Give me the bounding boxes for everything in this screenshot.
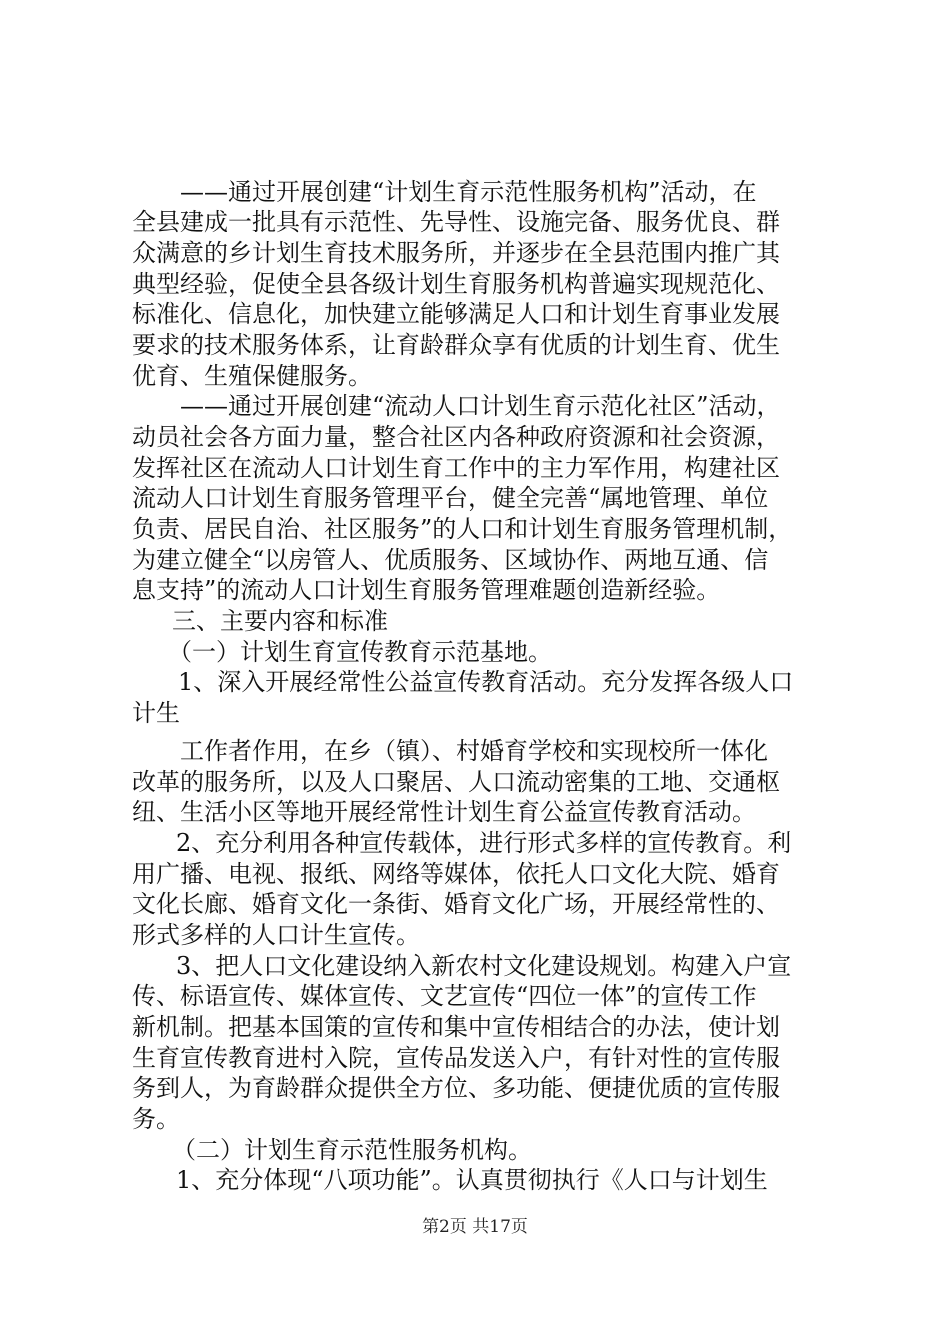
text-line: 要求的技术服务体系，让育龄群众享有优质的计划生育、优生 bbox=[132, 331, 780, 359]
text-line: 全县建成一批具有示范性、先导性、设施完备、服务优良、群 bbox=[132, 208, 780, 236]
text-line: 息支持”的流动人口计划生育服务管理难题创造新经验。 bbox=[132, 576, 721, 604]
text-line: 纽、生活小区等地开展经常性计划生育公益宣传教育活动。 bbox=[132, 798, 756, 826]
text-line: 标准化、信息化，加快建立能够满足人口和计划生育事业发展 bbox=[132, 300, 780, 328]
text-line: 传、标语宣传、媒体宣传、文艺宣传“四位一体”的宣传工作 bbox=[132, 982, 757, 1010]
text-line: 负责、居民自治、社区服务”的人口和计划生育服务管理机制， bbox=[132, 515, 793, 543]
text-line: 3、把人口文化建设纳入新农村文化建设规划。构建入户宣 bbox=[176, 952, 792, 980]
text-line: 新机制。把基本国策的宣传和集中宣传相结合的办法，使计划 bbox=[132, 1013, 780, 1041]
text-line: 用广播、电视、报纸、网络等媒体，依托人口文化大院、婚育 bbox=[132, 860, 780, 888]
text-line: 务到人，为育龄群众提供全方位、多功能、便捷优质的宣传服 bbox=[132, 1074, 780, 1102]
text-line: 生育宣传教育进村入院，宣传品发送入户，有针对性的宣传服 bbox=[132, 1044, 780, 1072]
text-line: 为建立健全“以房管人、优质服务、区域协作、两地互通、信 bbox=[132, 546, 769, 574]
text-line: 发挥社区在流动人口计划生育工作中的主力军作用，构建社区 bbox=[132, 454, 780, 482]
page-number-footer: 第2页 共17页 bbox=[422, 1217, 528, 1237]
text-line: 众满意的乡计划生育技术服务所，并逐步在全县范围内推广其 bbox=[132, 239, 780, 267]
subsection-heading: （二）计划生育示范性服务机构。 bbox=[172, 1136, 532, 1164]
section-heading: 三、主要内容和标准 bbox=[172, 607, 388, 635]
text-line: ——通过开展创建“流动人口计划生育示范化社区”活动， bbox=[180, 392, 781, 420]
text-line: 典型经验，促使全县各级计划生育服务机构普遍实现规范化、 bbox=[132, 270, 780, 298]
text-line: 1、充分体现“八项功能”。认真贯彻执行《人口与计划生 bbox=[176, 1166, 768, 1194]
text-line: 形式多样的人口计生宣传。 bbox=[132, 921, 420, 949]
text-line: 2、充分利用各种宣传载体，进行形式多样的宣传教育。利 bbox=[176, 829, 792, 857]
text-line: 工作者作用，在乡（镇）、村婚育学校和实现校所一体化 bbox=[180, 737, 768, 765]
text-line: 文化长廊、婚育文化一条街、婚育文化广场，开展经常性的、 bbox=[132, 890, 780, 918]
text-line: 流动人口计划生育服务管理平台，健全完善“属地管理、单位 bbox=[132, 484, 769, 512]
text-line: 务。 bbox=[132, 1105, 180, 1133]
subsection-heading: （一）计划生育宣传教育示范基地。 bbox=[168, 638, 552, 666]
text-line: 动员社会各方面力量，整合社区内各种政府资源和社会资源， bbox=[132, 423, 780, 451]
text-line: 改革的服务所，以及人口聚居、人口流动密集的工地、交通枢 bbox=[132, 768, 780, 796]
text-line: ——通过开展创建“计划生育示范性服务机构”活动，在 bbox=[180, 178, 757, 206]
text-line: 1、深入开展经常性公益宣传教育活动。充分发挥各级人口 bbox=[178, 668, 794, 696]
text-line: 计生 bbox=[132, 699, 180, 727]
text-line: 优育、生殖保健服务。 bbox=[132, 362, 372, 390]
